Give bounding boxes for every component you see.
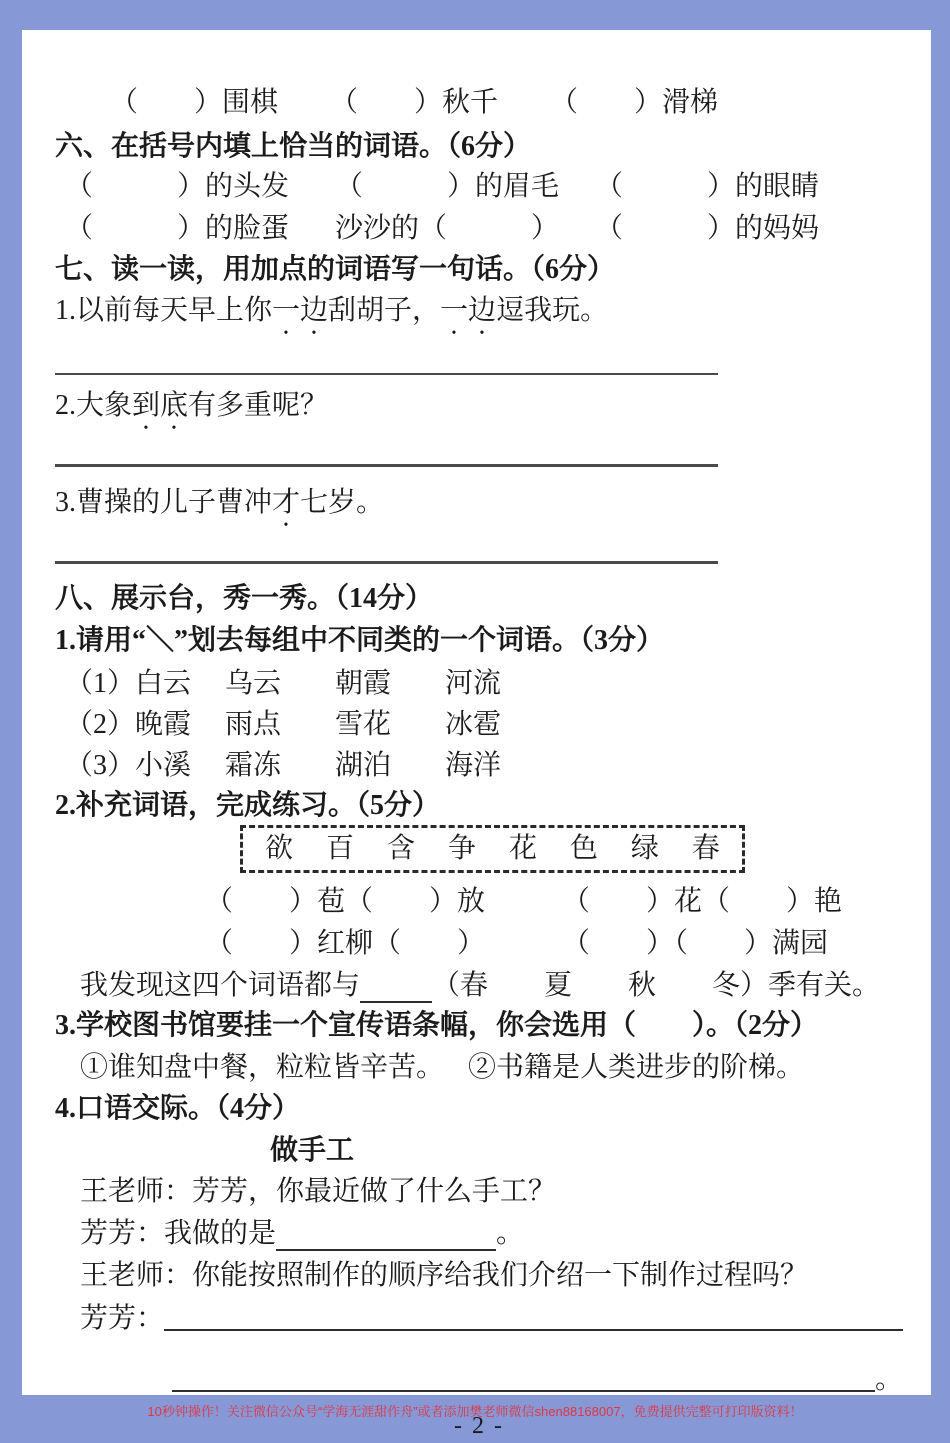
word-item: 河流 bbox=[445, 668, 502, 699]
bracket-item: （ ）滑梯 bbox=[550, 87, 719, 118]
sentence-segment: 1.以前每天早上你 bbox=[55, 295, 273, 326]
fill-words-item: （ ）（ ）满园 bbox=[562, 928, 829, 959]
sentence-segment: 七岁。 bbox=[300, 487, 385, 518]
sentence-item bbox=[55, 389, 903, 436]
bank-char: 百 bbox=[325, 833, 354, 864]
speaker-label: 芳芳： bbox=[80, 1303, 165, 1334]
fill-blank-item: 沙沙的（ ） bbox=[335, 213, 560, 244]
answer-blank bbox=[360, 973, 432, 1003]
fill-words-item: （ ）花（ ）艳 bbox=[562, 886, 843, 917]
sentence-segment: 刮胡子， bbox=[328, 295, 441, 326]
dialog-text: 。 bbox=[496, 1218, 525, 1249]
section-eight-heading: 八、展示台，秀一秀。（14分） bbox=[55, 583, 434, 614]
word-item: 雪花 bbox=[335, 709, 392, 740]
word-item: 湖泊 bbox=[335, 750, 392, 781]
fill-words-row bbox=[205, 927, 903, 961]
dialog-text: 我做的是 bbox=[164, 1218, 277, 1249]
dialog-line bbox=[80, 1175, 903, 1209]
q2-heading: 2.补充词语，完成练习。（5分） bbox=[55, 790, 441, 821]
dialog-line bbox=[80, 1217, 903, 1251]
word-item: 冰雹 bbox=[445, 709, 502, 740]
sentence-segment: 2.大象 bbox=[55, 390, 133, 421]
answer-blank bbox=[276, 1221, 496, 1251]
fill-blank-item: （ ）的眼睛 bbox=[595, 171, 820, 202]
word-item: （1）白云 bbox=[65, 668, 192, 699]
fill-words-item: （ ）红柳（ ） bbox=[205, 928, 486, 959]
page-number: - 2 - bbox=[454, 1413, 504, 1439]
sentence-item bbox=[55, 294, 903, 341]
fill-words-row bbox=[205, 885, 903, 919]
bank-char: 春 bbox=[691, 833, 720, 864]
fill-words-item: （ ）苞（ ）放 bbox=[205, 886, 486, 917]
answer-continuation-line bbox=[172, 1362, 903, 1397]
discover-text: （春 夏 秋 冬）季有关。 bbox=[432, 970, 881, 1001]
sentence-segment: 3.曹操的儿子曹冲 bbox=[55, 487, 273, 518]
bank-char: 争 bbox=[447, 833, 476, 864]
period-mark: 。 bbox=[874, 1364, 903, 1395]
bank-char: 花 bbox=[508, 833, 537, 864]
sentence-segment: 逗我玩。 bbox=[496, 295, 609, 326]
fill-blank-item: （ ）的妈妈 bbox=[595, 213, 820, 244]
word-item: （3）小溪 bbox=[65, 750, 192, 781]
dialog-text: 芳芳，你最近做了什么手工？ bbox=[192, 1176, 557, 1207]
bank-char: 欲 bbox=[265, 833, 294, 864]
section-six-heading: 六、在括号内填上恰当的词语。（6分） bbox=[55, 131, 532, 162]
word-group-row bbox=[65, 749, 903, 783]
fill-blank-item: （ ）的头发 bbox=[65, 171, 290, 202]
word-item: 霜冻 bbox=[225, 750, 282, 781]
sentence-item bbox=[55, 486, 903, 533]
section-six-row bbox=[65, 170, 903, 204]
bank-char: 含 bbox=[386, 833, 415, 864]
section-six-row bbox=[65, 212, 903, 246]
emphasized-word: 一边 bbox=[272, 295, 329, 326]
option-item: ②书籍是人类进步的阶梯。 bbox=[468, 1052, 805, 1083]
answer-line bbox=[55, 373, 718, 375]
dialog-line bbox=[80, 1259, 903, 1293]
emphasized-word: 到底 bbox=[132, 390, 189, 421]
word-bracket-row bbox=[110, 86, 903, 120]
answer-blank bbox=[164, 1301, 903, 1331]
word-item: 乌云 bbox=[225, 668, 282, 699]
fill-blank-item: （ ）的眉毛 bbox=[335, 171, 560, 202]
q3-options-row bbox=[80, 1051, 903, 1085]
word-item: （2）晚霞 bbox=[65, 709, 192, 740]
q1-heading: 1.请用“＼”划去每组中不同类的一个词语。（3分） bbox=[55, 625, 665, 656]
bank-char: 色 bbox=[569, 833, 598, 864]
fill-blank-item: （ ）的脸蛋 bbox=[65, 213, 290, 244]
speaker-label: 王老师： bbox=[80, 1176, 193, 1207]
sentence-segment: 有多重呢？ bbox=[188, 390, 329, 421]
answer-line bbox=[55, 561, 718, 564]
speaker-label: 芳芳： bbox=[80, 1218, 165, 1249]
speaker-label: 王老师： bbox=[80, 1260, 193, 1291]
emphasized-word: 才 bbox=[272, 487, 301, 518]
answer-blank bbox=[172, 1362, 875, 1392]
dialog-text: 你能按照制作的顺序给我们介绍一下制作过程吗？ bbox=[192, 1260, 809, 1291]
q3-heading: 3.学校图书馆要挂一个宣传语条幅，你会选用（ ）。（2分） bbox=[55, 1010, 819, 1041]
dialog-answer-line bbox=[80, 1301, 903, 1336]
bracket-item: （ ）秋千 bbox=[330, 87, 499, 118]
word-item: 朝霞 bbox=[335, 668, 392, 699]
word-group-row bbox=[65, 667, 903, 701]
word-item: 海洋 bbox=[445, 750, 502, 781]
word-item: 雨点 bbox=[225, 709, 282, 740]
discover-line bbox=[80, 969, 903, 1003]
dialog-title: 做手工 bbox=[270, 1135, 355, 1166]
word-group-row bbox=[65, 708, 903, 742]
answer-line bbox=[55, 464, 718, 467]
q4-heading: 4.口语交际。（4分） bbox=[55, 1093, 301, 1124]
discover-text: 我发现这四个词语都与 bbox=[80, 970, 361, 1001]
bank-char: 绿 bbox=[630, 833, 659, 864]
bracket-item: （ ）围棋 bbox=[110, 87, 279, 118]
section-seven-heading: 七、读一读，用加点的词语写一句话。（6分） bbox=[55, 254, 616, 285]
option-item: ①谁知盘中餐，粒粒皆辛苦。 bbox=[80, 1052, 445, 1083]
footer-promo-text: 10秒钟操作！关注微信公众号“学海无涯甜作舟”或者添加樊老师微信shen88168007，免费提供完整可打印版资料！ bbox=[147, 1403, 803, 1419]
word-bank-box bbox=[240, 825, 745, 873]
footer-banner bbox=[0, 1395, 950, 1425]
emphasized-word: 一边 bbox=[440, 295, 497, 326]
